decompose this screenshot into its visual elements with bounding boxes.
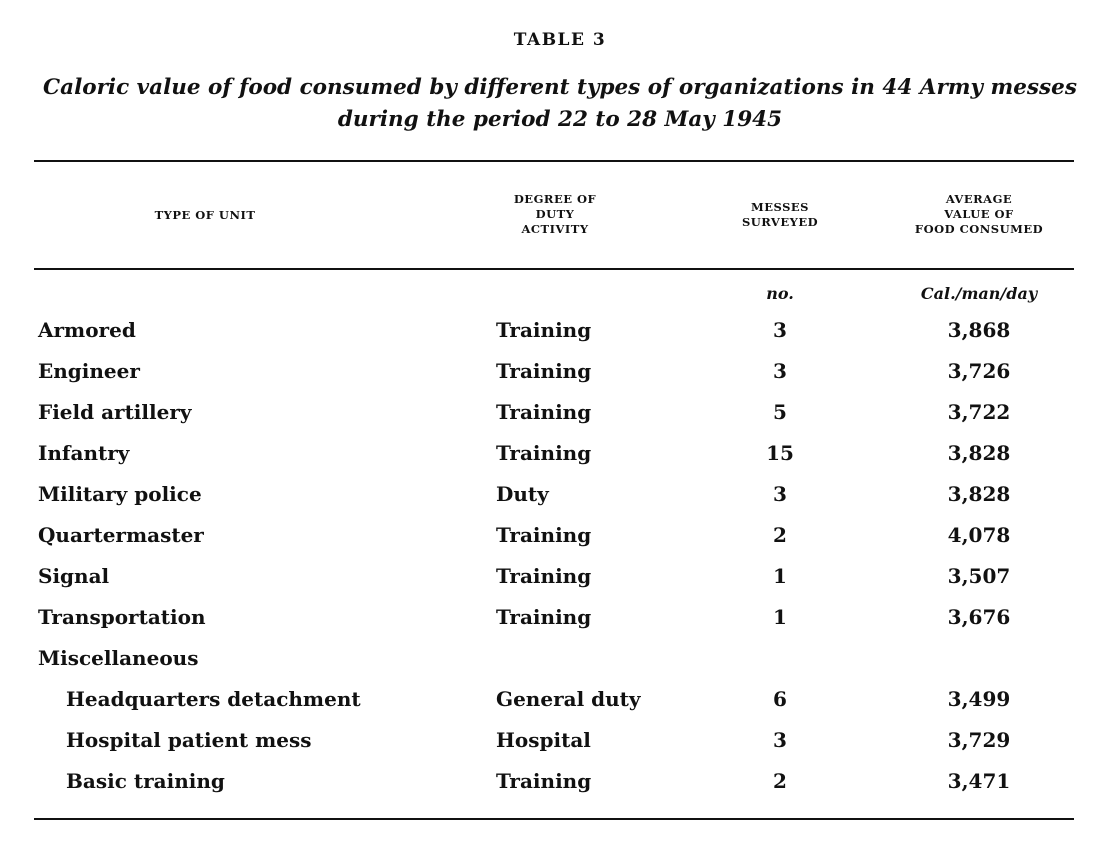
table-row <box>0 558 1120 599</box>
cell-duty-activity: Training <box>496 359 592 383</box>
cell-duty-activity: Training <box>496 400 592 424</box>
table-row <box>0 722 1120 763</box>
cell-duty-activity: Training <box>496 523 592 547</box>
cell-type-of-unit: Basic training <box>66 769 225 793</box>
cell-messes-surveyed: 3 <box>773 482 787 506</box>
table-row <box>0 763 1120 804</box>
bottom-rule <box>34 818 1074 820</box>
cell-messes-surveyed: 2 <box>773 769 787 793</box>
table-row <box>0 681 1120 722</box>
cell-duty-activity: Training <box>496 318 592 342</box>
cell-messes-surveyed: 1 <box>773 564 787 588</box>
cell-average-value: 3,676 <box>947 605 1011 629</box>
cell-average-value: 4,078 <box>947 523 1011 547</box>
cell-type-of-unit: Signal <box>38 564 110 588</box>
cell-type-of-unit: Armored <box>38 318 136 342</box>
cell-duty-activity: Duty <box>496 482 549 506</box>
cell-average-value: 3,507 <box>947 564 1011 588</box>
cell-duty-activity: General duty <box>496 687 641 711</box>
table-row <box>0 476 1120 517</box>
top-rule <box>34 160 1074 162</box>
cell-messes-surveyed: 15 <box>766 441 794 465</box>
unit-messes: no. <box>766 284 794 303</box>
table-body <box>0 312 1120 804</box>
table-row <box>0 599 1120 640</box>
cell-type-of-unit: Infantry <box>38 441 130 465</box>
cell-messes-surveyed: 3 <box>773 359 787 383</box>
table-row <box>0 312 1120 353</box>
table-row <box>0 394 1120 435</box>
cell-average-value: 3,828 <box>947 441 1011 465</box>
cell-average-value: 3,499 <box>947 687 1011 711</box>
header-type-of-unit: TYPE OF UNIT <box>154 208 256 222</box>
table-caption: Caloric value of food consumed by different types of organizations in 44 Army messes during the period 22 to 28 May 1945 <box>43 75 1077 132</box>
cell-messes-surveyed: 3 <box>773 728 787 752</box>
cell-messes-surveyed: 2 <box>773 523 787 547</box>
cell-type-of-unit: Quartermaster <box>38 523 204 547</box>
cell-type-of-unit: Hospital patient mess <box>66 728 312 752</box>
header-average-value: AVERAGE VALUE OF FOOD CONSUMED <box>914 192 1044 236</box>
cell-messes-surveyed: 3 <box>773 318 787 342</box>
table-row <box>0 435 1120 476</box>
cell-type-of-unit: Engineer <box>38 359 140 383</box>
header-degree-of-duty-activity: DEGREE OF DUTY ACTIVITY <box>513 192 597 236</box>
cell-average-value: 3,868 <box>947 318 1011 342</box>
cell-duty-activity: Training <box>496 441 592 465</box>
cell-type-of-unit: Headquarters detachment <box>66 687 361 711</box>
cell-average-value: 3,471 <box>947 769 1011 793</box>
unit-average: Cal./man/day <box>920 284 1038 303</box>
cell-type-of-unit: Field artillery <box>38 400 192 424</box>
cell-average-value: 3,729 <box>947 728 1011 752</box>
header-messes-surveyed: MESSES SURVEYED <box>741 200 819 229</box>
cell-type-of-unit: Miscellaneous <box>38 646 199 670</box>
cell-messes-surveyed: 1 <box>773 605 787 629</box>
cell-average-value: 3,722 <box>947 400 1011 424</box>
table-row <box>0 353 1120 394</box>
cell-duty-activity: Training <box>496 564 592 588</box>
cell-duty-activity: Training <box>496 769 592 793</box>
cell-average-value: 3,828 <box>947 482 1011 506</box>
table-row <box>0 517 1120 558</box>
cell-type-of-unit: Transportation <box>38 605 206 629</box>
table-label: TABLE 3 <box>513 30 607 50</box>
cell-messes-surveyed: 5 <box>773 400 787 424</box>
header-rule <box>34 268 1074 270</box>
cell-duty-activity: Hospital <box>496 728 591 752</box>
cell-type-of-unit: Military police <box>38 482 202 506</box>
table-row <box>0 640 1120 681</box>
cell-messes-surveyed: 6 <box>773 687 787 711</box>
cell-average-value: 3,726 <box>947 359 1011 383</box>
cell-duty-activity: Training <box>496 605 592 629</box>
